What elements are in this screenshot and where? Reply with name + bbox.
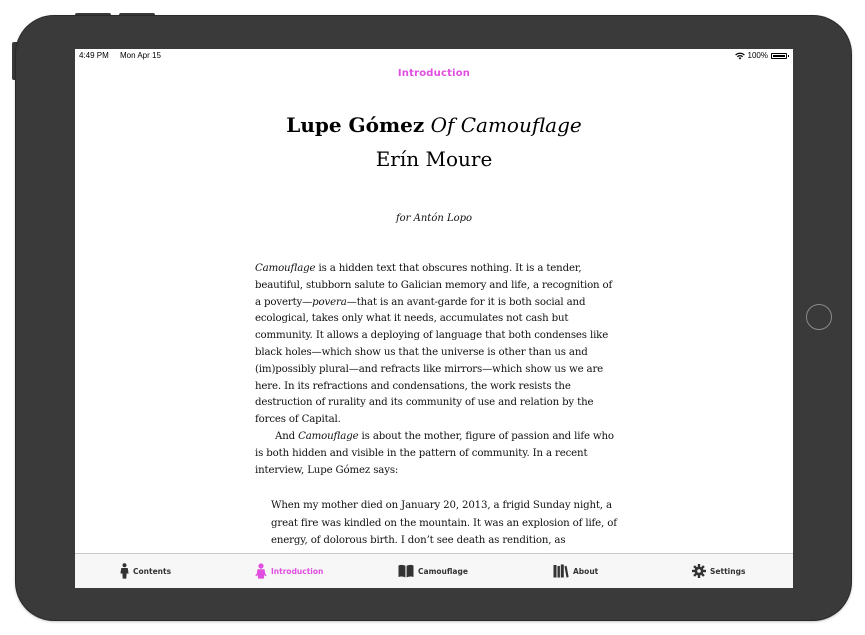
home-button[interactable] bbox=[806, 304, 832, 330]
screen bbox=[75, 49, 793, 588]
page-title bbox=[75, 113, 793, 137]
paragraph-1 bbox=[255, 261, 620, 429]
paragraph-1-em: Camouflage bbox=[255, 263, 316, 274]
tab-about-label: About bbox=[573, 566, 599, 576]
title-author: Lupe Gómez bbox=[286, 113, 425, 137]
tab-camouflage[interactable] bbox=[398, 563, 468, 579]
title-work: Of Camouflage bbox=[430, 113, 582, 137]
gear-icon bbox=[692, 564, 706, 578]
paragraph-1-rest: —that is an avant-garde for it is both social and ecological, takes only what it needs, accumulates not cash but community. It allows a deploying of language that both condenses like black holes—which show us that the universe is other than us and (im)possibly plural—and refracts like mirrors—which show us we are here. In its refractions and condensations, the work resists the destruction of rurality and its community of use and relation by the forces of Capital. bbox=[255, 296, 609, 426]
blockquote: When my mother died on January 20, 2013, a frigid Sunday night, a great fire was kindled on the mountain. It was an explosion of life, of energy, of dolorous birth. I don’t see death as rendition, as bbox=[271, 500, 617, 546]
dedication: for Antón Lopo bbox=[395, 213, 473, 224]
paragraph-2-em: Camouflage bbox=[298, 430, 359, 442]
paragraph-1-text: is a hidden text that obscures nothing. It is a tender, beautiful, stubborn salute to Galician memory and life, a recognition of a poverty— bbox=[255, 263, 613, 308]
tab-camouflage-label: Camouflage bbox=[418, 566, 468, 576]
status-time: 4:49 PM bbox=[79, 51, 109, 60]
reading-content[interactable] bbox=[75, 89, 793, 554]
tab-bar bbox=[75, 553, 793, 588]
tab-introduction-label: Introduction bbox=[271, 566, 324, 576]
introduction-icon bbox=[255, 563, 267, 579]
paragraph-2-start: And bbox=[275, 430, 299, 442]
person-icon bbox=[120, 563, 129, 579]
translator-name: Erín Moure bbox=[375, 147, 493, 171]
paragraph-2-rest: is about the mother, figure of passion and life who is both hidden and visible in the pattern of community. In a recent interview, Lupe Gómez says: bbox=[255, 430, 614, 476]
tab-introduction[interactable] bbox=[255, 563, 323, 579]
status-right bbox=[735, 51, 787, 60]
paragraph-2 bbox=[255, 429, 620, 479]
tab-settings[interactable] bbox=[692, 563, 745, 579]
nav-title: Introduction bbox=[397, 68, 471, 79]
tab-settings-label: Settings bbox=[710, 566, 746, 576]
body-text bbox=[255, 261, 620, 479]
wifi-icon bbox=[735, 52, 745, 60]
paragraph-1-em2: povera bbox=[312, 296, 347, 308]
battery-icon bbox=[771, 53, 787, 59]
tab-contents-label: Contents bbox=[133, 566, 172, 576]
tab-about[interactable] bbox=[553, 563, 598, 579]
status-bar bbox=[75, 49, 793, 63]
tab-contents[interactable] bbox=[120, 563, 171, 579]
books-icon bbox=[553, 564, 569, 578]
battery-percent: 100% bbox=[747, 51, 768, 60]
book-icon bbox=[398, 564, 414, 578]
status-date: Mon Apr 15 bbox=[120, 51, 161, 60]
